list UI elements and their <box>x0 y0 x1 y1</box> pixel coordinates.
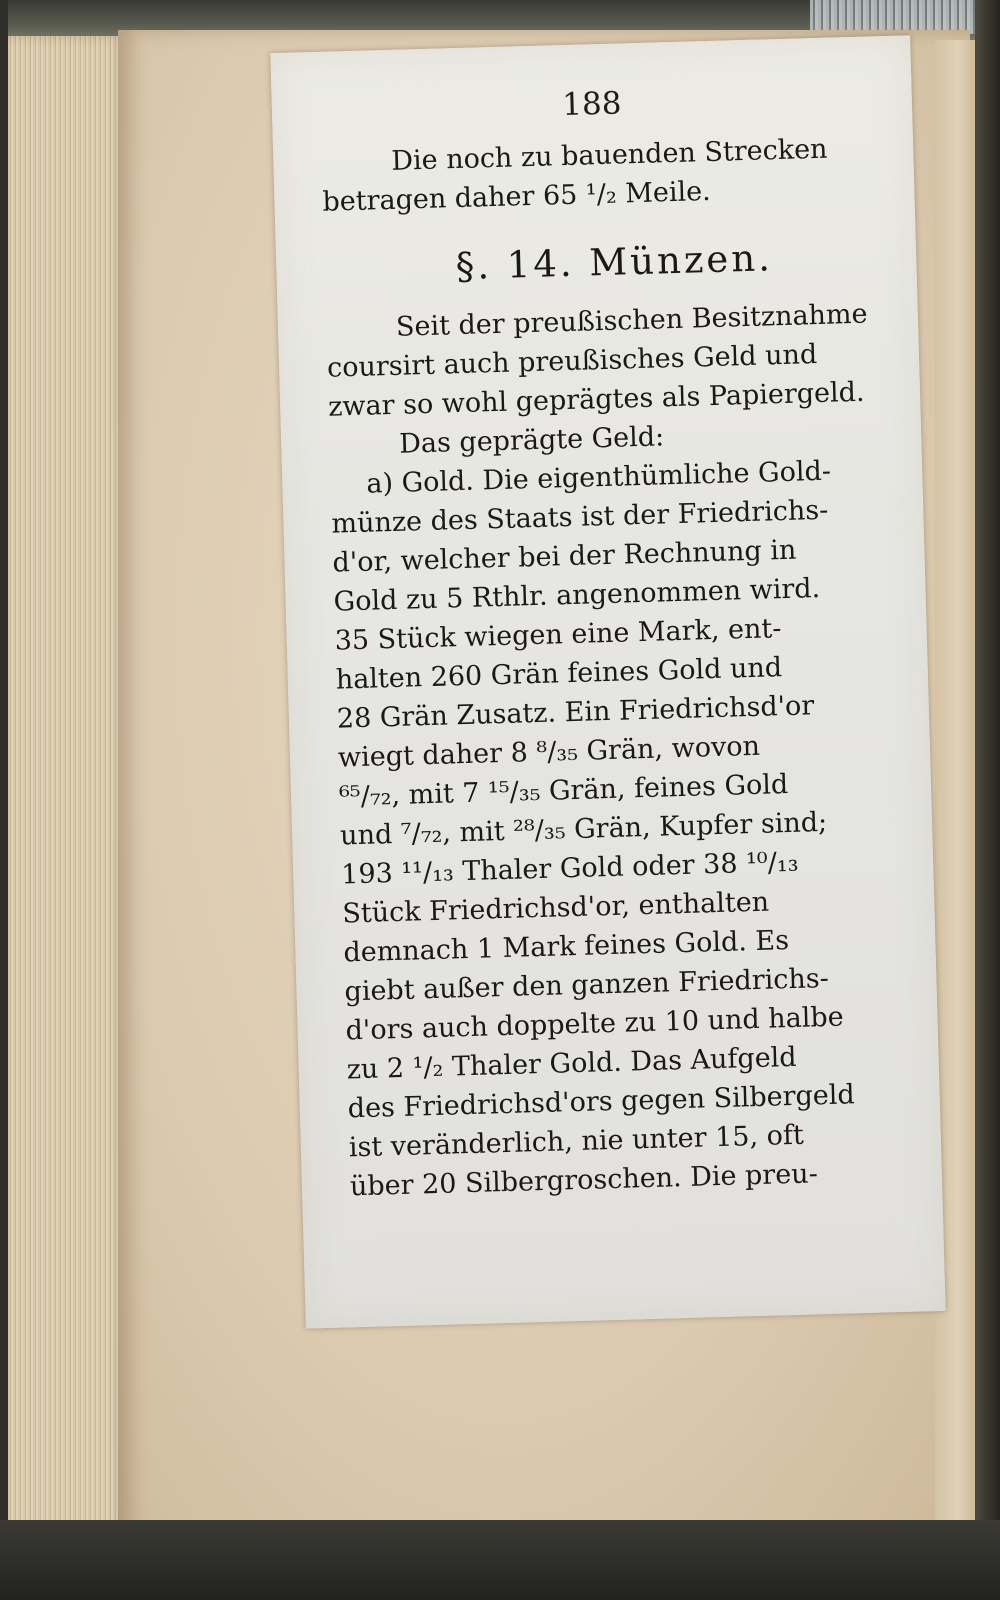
text-line: 28 Grän Zusatz. Ein Friedrichsd'or <box>336 690 815 735</box>
text-line: 193 ¹¹/₁₃ Thaler Gold oder 38 ¹⁰/₁₃ <box>340 846 799 891</box>
text-line: des Friedrichsd'ors gegen Silbergeld <box>347 1079 856 1125</box>
text-line: zu 2 ¹/₂ Thaler Gold. Das Aufgeld <box>346 1041 798 1086</box>
page-right-edge <box>935 40 980 1540</box>
text-line: d'ors auch doppelte zu 10 und halbe <box>345 1001 845 1047</box>
text-line: Stück Friedrichsd'or, enthalten <box>341 886 770 930</box>
text-line: Die noch zu bauenden Strecken <box>390 133 828 177</box>
section-heading: §. 14. Münzen. <box>455 236 774 289</box>
scan-background-right <box>975 0 1000 1600</box>
text-line: a) Gold. Die eigenthümliche Gold- <box>365 455 832 500</box>
text-block <box>321 128 930 1207</box>
scan-background-bottom <box>0 1520 1000 1600</box>
text-line: halten 260 Grän feines Gold und <box>335 652 783 696</box>
text-line: zwar so wohl geprägtes als Papiergeld. <box>327 376 865 423</box>
text-line: wiegt daher 8 ⁸/₃₅ Grän, wovon <box>337 730 761 774</box>
text-line: Seit der preußischen Besitznahme <box>395 298 868 343</box>
book-edge-texture <box>810 0 1000 34</box>
scan-background-left <box>0 0 8 1600</box>
pasted-paper-slip <box>270 35 945 1328</box>
text-line: betragen daher 65 ¹/₂ Meile. <box>322 175 712 218</box>
text-line: giebt außer den ganzen Friedrichs- <box>344 962 830 1008</box>
page-stack-edge <box>8 36 128 1536</box>
text-line: d'or, welcher bei der Rechnung in <box>332 534 797 579</box>
text-line: münze des Staats ist der Friedrichs- <box>331 494 829 540</box>
text-line: Das geprägte Geld: <box>398 421 665 460</box>
text-line: 35 Stück wiegen eine Mark, ent- <box>334 613 782 657</box>
text-line: ⁶⁵/₇₂, mit 7 ¹⁵/₃₅ Grän, feines Gold <box>338 769 789 813</box>
text-line: und ⁷/₇₂, mit ²⁸/₃₅ Grän, Kupfer sind; <box>339 806 828 852</box>
text-line: über 20 Silbergroschen. Die preu- <box>349 1158 819 1203</box>
text-line: ist veränderlich, nie unter 15, oft <box>348 1119 805 1164</box>
text-line: Gold zu 5 Rthlr. angenommen wird. <box>333 573 821 618</box>
text-line: demnach 1 Mark feines Gold. Es <box>343 925 790 969</box>
text-line: coursirt auch preußisches Geld und <box>326 339 818 384</box>
page-number: 188 <box>561 85 622 124</box>
